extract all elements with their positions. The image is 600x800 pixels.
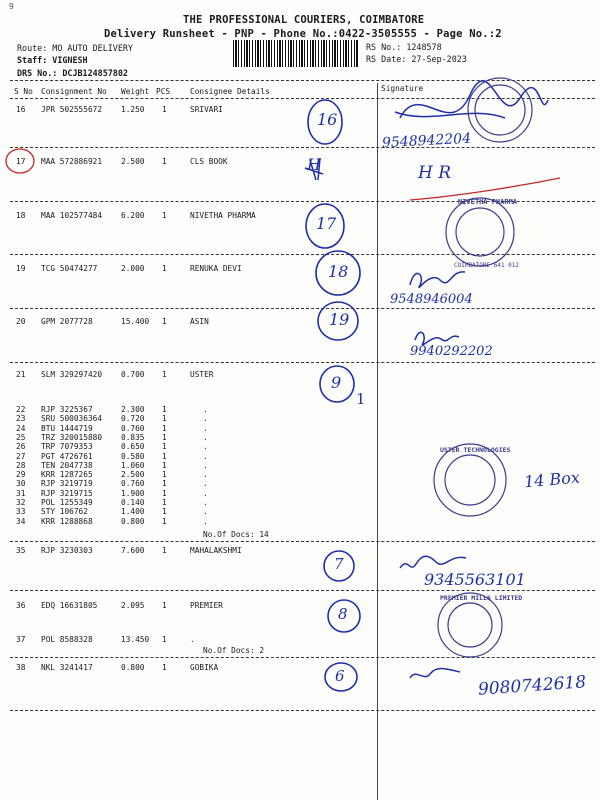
row-pcs: 1 [162, 405, 167, 414]
col-weight: Weight [121, 87, 150, 96]
row-consignee: MAHALAKSHMI [190, 546, 242, 555]
row-pcs: 1 [162, 264, 167, 273]
row-consignee: SRIVARI [190, 105, 223, 114]
row-sno: 18 [16, 211, 26, 220]
row-weight: 2.500 [121, 157, 145, 166]
row-consignee: NIVETHA PHARMA [190, 211, 256, 220]
signature-scribble [410, 272, 465, 288]
row-sno: 35 [16, 546, 26, 555]
staff-label: Staff: VIGNESH [17, 55, 88, 65]
stamp-circle [468, 78, 532, 142]
row-consignee: GOBIKA [190, 663, 219, 672]
row-pcs: 1 [162, 663, 167, 672]
row-consignee: . [203, 405, 208, 414]
row-pcs: 1 [162, 414, 167, 424]
row-weight: 0.800 [121, 663, 145, 672]
row-consignment: GPM 2077728 [41, 317, 93, 326]
row-sno: 29 [16, 470, 26, 480]
row-weight: 2.000 [121, 264, 145, 273]
row-weight: 2.095 [121, 601, 145, 610]
row-consignment: SRU 500036364 [41, 414, 103, 424]
row-consignment: BTU 1444719 [41, 423, 93, 433]
row-consignment: RJP 3230303 [41, 546, 93, 555]
rs-date: RS Date: 27-Sep-2023 [366, 54, 467, 64]
row-sno: 33 [16, 507, 26, 517]
row-pcs: 1 [162, 432, 167, 442]
row-consignee: . [203, 516, 208, 526]
corner-mark: 9 [9, 2, 14, 11]
circled-number: 16 [317, 110, 338, 129]
row-sno: 20 [16, 317, 26, 326]
circled-number: 7 [334, 555, 344, 573]
row-weight: 15.400 [121, 317, 150, 326]
col-consignee: Consignee Details [190, 87, 270, 96]
row-consignment: RJP 3219715 [41, 488, 93, 498]
drs-number: DRS No.: DCJB124857802 [17, 68, 128, 78]
company-title: THE PROFESSIONAL COURIERS, COIMBATORE [183, 14, 425, 26]
row-weight: 0.140 [121, 498, 145, 507]
col-signature: Signature [381, 84, 424, 93]
circled-number: 6 [335, 667, 345, 685]
row-weight: 7.600 [121, 546, 145, 555]
handwritten-phone: 9080742618 [477, 672, 587, 700]
row-consignee: CLS BOOK [190, 157, 228, 166]
docs-count: No.Of Docs: 14 [203, 530, 269, 539]
stamp-text: NIVETHA PHARMA [458, 198, 518, 206]
row-weight: 0.800 [121, 516, 145, 526]
red-circle-mark [6, 149, 34, 173]
row-weight: 1.250 [121, 105, 145, 114]
row-weight: 13.450 [121, 635, 150, 644]
row-consignment: PGT 4726761 [41, 451, 93, 461]
row-sno: 31 [16, 488, 26, 498]
row-consignment: RJP 3225367 [41, 405, 93, 414]
row-pcs: 1 [162, 479, 167, 489]
row-consignee: . [203, 460, 208, 470]
handwritten-note: H R [418, 163, 452, 183]
col-consignment: Consignment No [41, 87, 107, 96]
row-sno: 30 [16, 479, 26, 489]
row-sno: 36 [16, 601, 26, 610]
signature-scribble [400, 81, 548, 118]
circled-number: 17 [316, 214, 337, 233]
row-pcs: 1 [162, 601, 167, 610]
route-label: Route: MO AUTO DELIVERY [17, 43, 133, 53]
row-pcs: 1 [162, 546, 167, 555]
row-sno: 28 [16, 460, 26, 470]
circled-number: 9 [331, 373, 342, 392]
row-consignee: . [203, 442, 208, 452]
row-weight: 0.650 [121, 442, 145, 452]
row-consignment: TRP 7079353 [41, 442, 93, 452]
row-sno: 25 [16, 432, 26, 442]
circled-number: 19 [329, 310, 350, 329]
row-weight: 1.400 [121, 507, 145, 517]
circled-number: 18 [328, 262, 349, 281]
row-consignment: MAA 102577484 [41, 211, 103, 220]
row-sno: 17 [16, 157, 26, 166]
stamp-text: PREMIER MILLS LIMITED [440, 594, 523, 602]
row-consignee: . [203, 507, 208, 517]
row-sno: 16 [16, 105, 26, 114]
row-weight: 2.300 [121, 405, 145, 414]
docs-count: No.Of Docs: 2 [203, 646, 265, 655]
row-consignee: . [203, 498, 208, 507]
nivetha-stamp-inner [456, 208, 504, 256]
premier-stamp-inner [448, 603, 492, 647]
row-weight: 1.900 [121, 488, 145, 498]
row-pcs: 1 [162, 488, 167, 498]
row-pcs: 1 [162, 442, 167, 452]
row-weight: 0.835 [121, 432, 145, 442]
row-consignment: JPR 502555672 [41, 105, 103, 114]
row-weight: 0.580 [121, 451, 145, 461]
row-pcs: 1 [162, 635, 167, 644]
row-sno: 32 [16, 498, 26, 507]
row-pcs: 1 [162, 507, 167, 517]
row-sno: 19 [16, 264, 26, 273]
row-consignment: TRZ 320015880 [41, 432, 103, 442]
handwritten-phone: 9548942204 [381, 130, 472, 152]
row-consignee: . [203, 423, 208, 433]
row-sno: 21 [16, 370, 26, 379]
row-consignment: STY 106762 [41, 507, 88, 517]
row-consignee: USTER [190, 370, 214, 379]
col-sno: S No [14, 87, 33, 96]
row-consignment: EDQ 16631805 [41, 601, 98, 610]
row-sno: 22 [16, 405, 26, 414]
row-pcs: 1 [162, 423, 167, 433]
row-sno: 37 [16, 635, 26, 644]
row-weight: 2.500 [121, 470, 145, 480]
row-consignee: . [203, 432, 208, 442]
row-consignment: TCG 50474277 [41, 264, 98, 273]
handwritten-phone: 9345563101 [424, 570, 526, 589]
handwritten-note: 14 Box [523, 467, 581, 492]
stamp-text: USTER TECHNOLOGIES [440, 446, 511, 454]
row-consignment: POL 1255349 [41, 498, 93, 507]
row-pcs: 1 [162, 498, 167, 507]
row-sno: 26 [16, 442, 26, 452]
row-consignee: . [203, 488, 208, 498]
row-pcs: 1 [162, 470, 167, 480]
row-weight: 0.700 [121, 370, 145, 379]
row-consignment: TEN 2047738 [41, 460, 93, 470]
row-consignment: NKL 3241417 [41, 663, 93, 672]
row-sno: 34 [16, 516, 26, 526]
row-consignee: . [203, 470, 208, 480]
row-weight: 0.720 [121, 414, 145, 424]
row-consignee: PREMIER [190, 601, 223, 610]
row-weight: 0.760 [121, 423, 145, 433]
row-pcs: 1 [162, 451, 167, 461]
row-pcs: 1 [162, 211, 167, 220]
stamp-circle [475, 85, 525, 135]
row-consignment: RJP 3219719 [41, 479, 93, 489]
row-pcs: 1 [162, 460, 167, 470]
row-sno: 24 [16, 423, 26, 433]
row-consignee: . [190, 635, 195, 644]
row-pcs: 1 [162, 370, 167, 379]
row-sno: 38 [16, 663, 26, 672]
row-pcs: 1 [162, 516, 167, 526]
handwritten-phone: 9548946004 [390, 292, 473, 307]
row-consignee: . [203, 479, 208, 489]
runsheet-subtitle: Delivery Runsheet - PNP - Phone No.:0422-3505555 - Page No.:2 [104, 28, 502, 40]
circled-number: H [307, 155, 321, 174]
row-consignment: MAA 572886921 [41, 157, 103, 166]
check-mark: 1 [356, 390, 366, 408]
uster-stamp-inner [445, 455, 495, 505]
row-consignee: . [203, 414, 208, 424]
row-consignment: KRR 1288868 [41, 516, 93, 526]
signature-scribble [410, 669, 460, 679]
row-weight: 0.760 [121, 479, 145, 489]
signature-scribble [400, 556, 466, 568]
circled-number: 8 [338, 605, 348, 623]
row-consignment: SLM 329297420 [41, 370, 103, 379]
row-sno: 27 [16, 451, 26, 461]
row-sno: 23 [16, 414, 26, 424]
row-pcs: 1 [162, 157, 167, 166]
stamp-text: COIMBATORE 641 012 [454, 262, 520, 269]
row-pcs: 1 [162, 317, 167, 326]
row-consignment: KRR 1287265 [41, 470, 93, 480]
row-consignment: POL 8588328 [41, 635, 93, 644]
row-weight: 6.200 [121, 211, 145, 220]
row-pcs: 1 [162, 105, 167, 114]
row-consignee: ASIN [190, 317, 209, 326]
handwritten-phone: 9940292202 [410, 344, 493, 359]
row-consignee: RENUKA DEVI [190, 264, 242, 273]
col-pcs: PCS [156, 87, 171, 96]
row-weight: 1.060 [121, 460, 145, 470]
rs-number: RS No.: 1248578 [366, 42, 442, 52]
row-consignee: . [203, 451, 208, 461]
